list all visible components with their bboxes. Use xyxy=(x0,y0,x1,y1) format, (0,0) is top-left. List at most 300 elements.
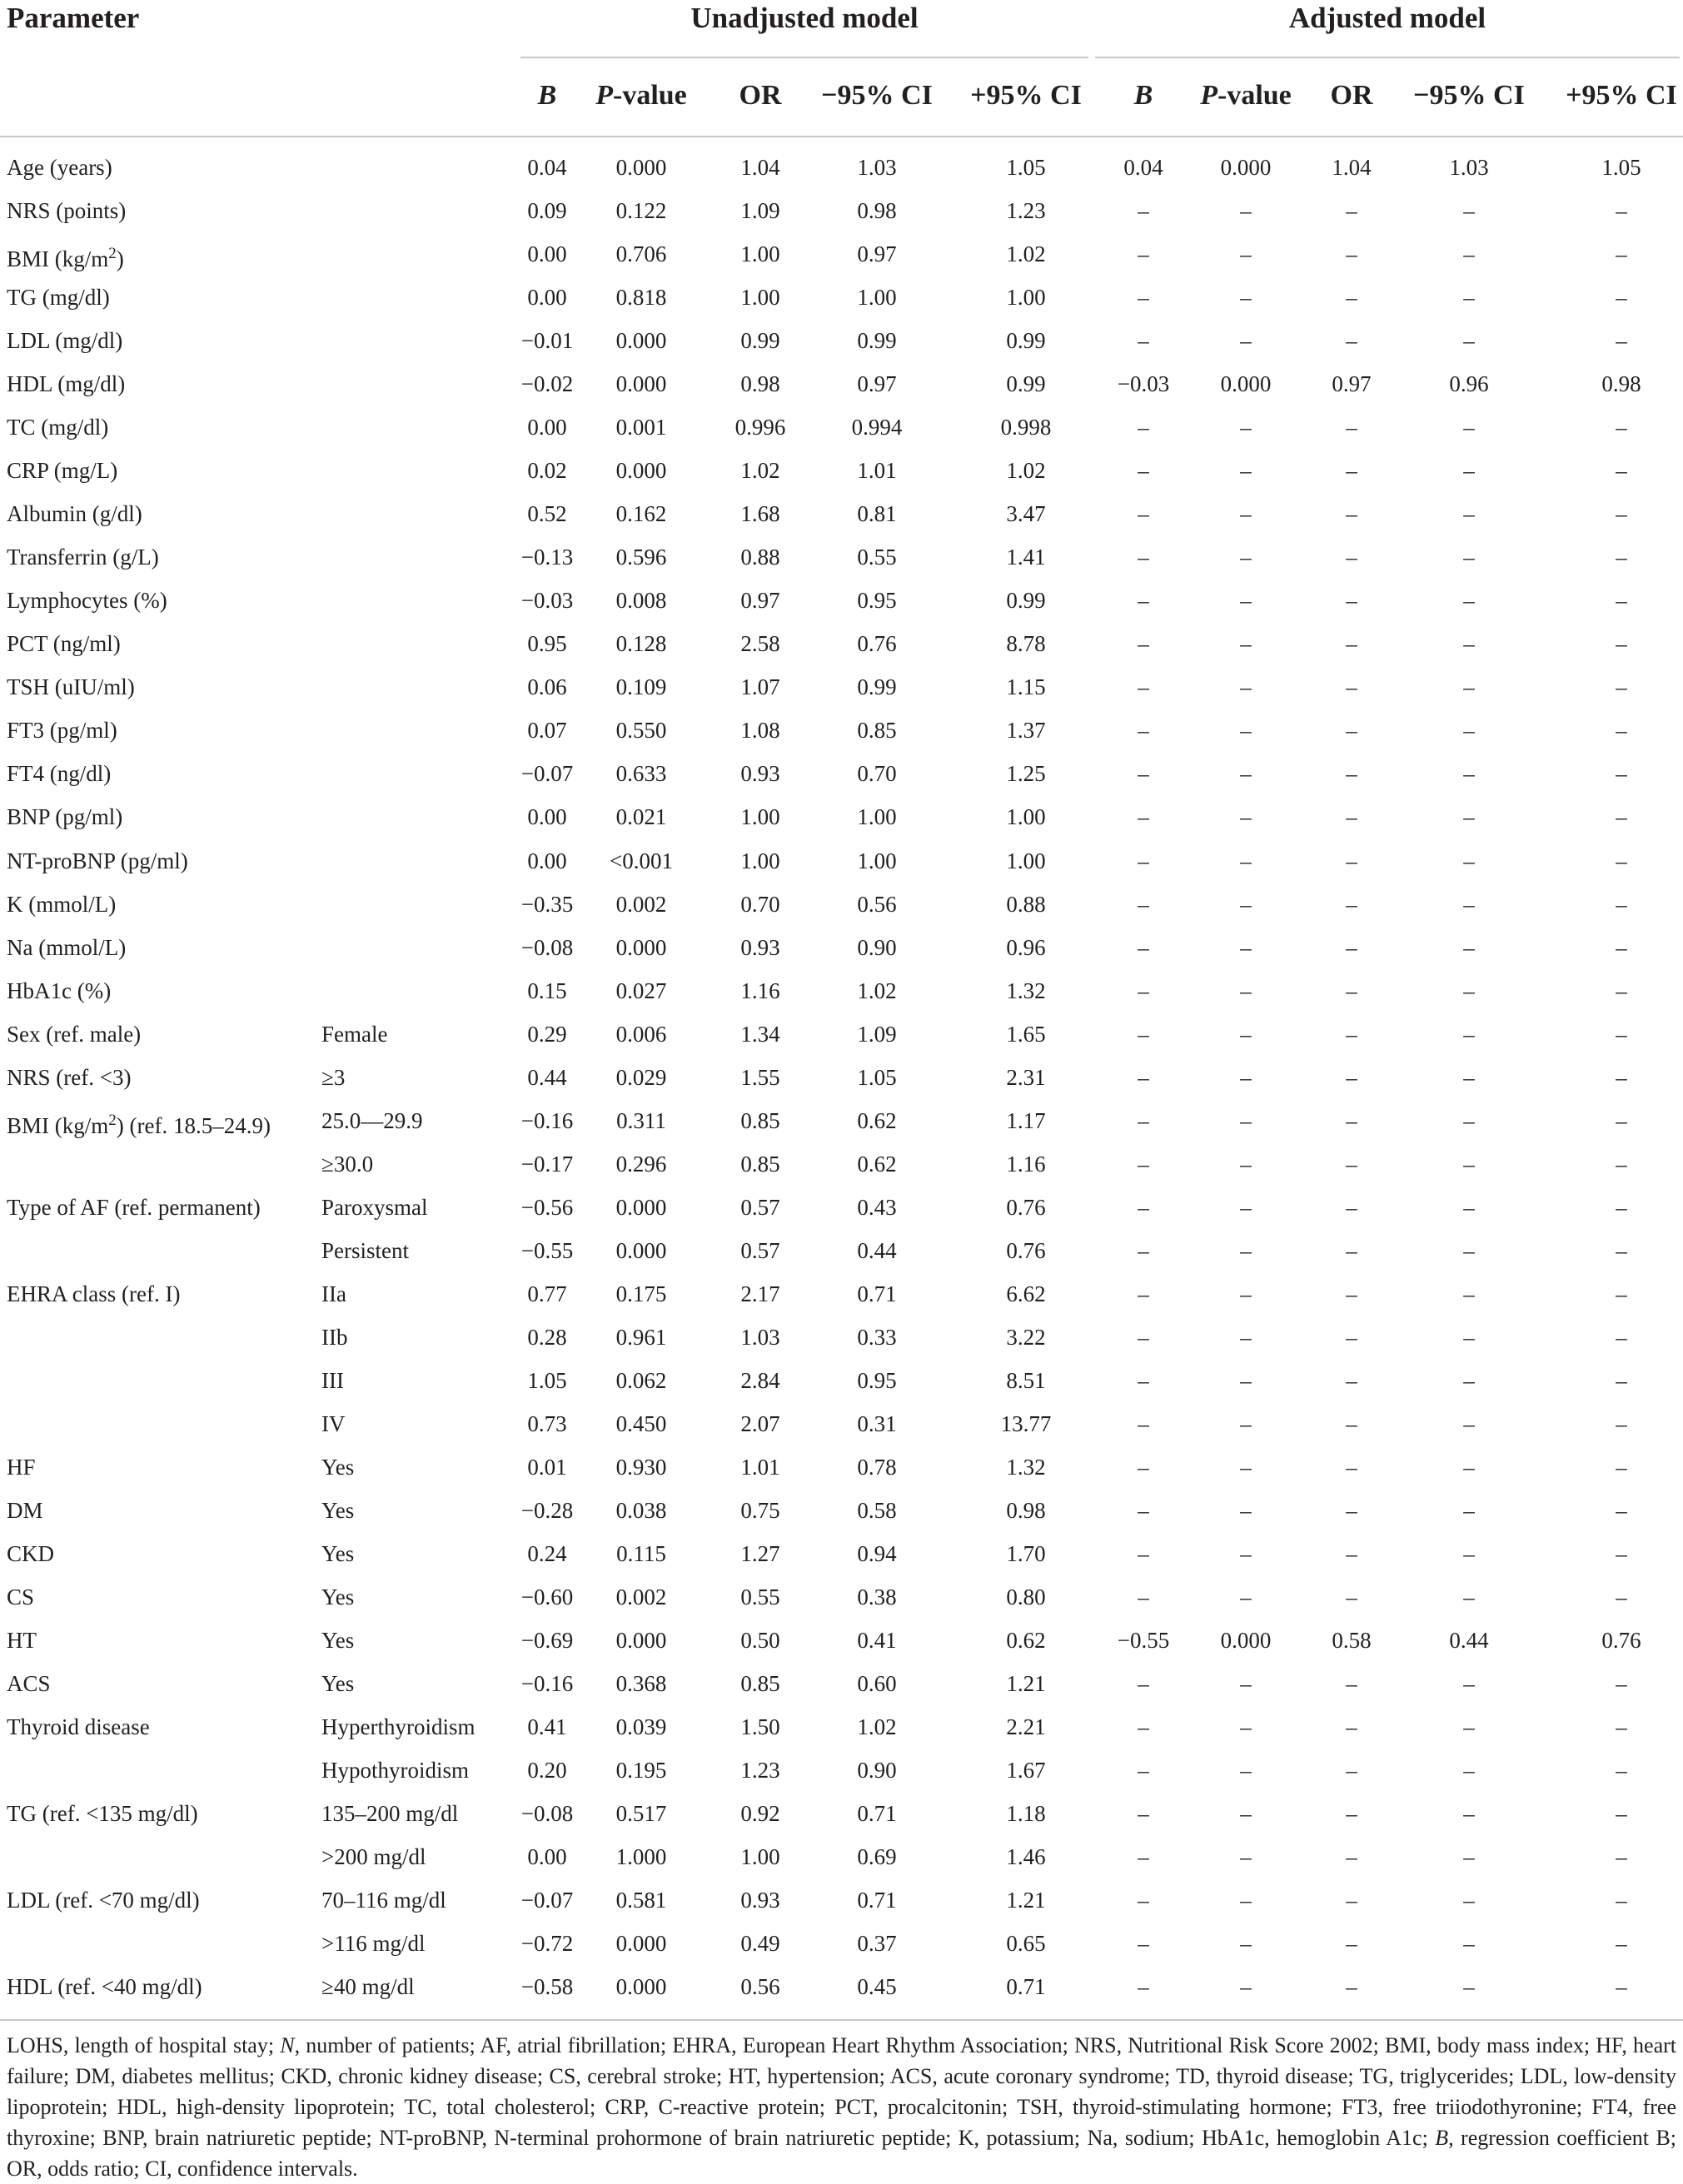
cell-b-adjusted: – xyxy=(1138,1367,1149,1393)
cell-p-unadjusted: 0.581 xyxy=(615,1888,667,1913)
cell-b-adjusted: – xyxy=(1138,415,1149,440)
cell-b-adjusted: – xyxy=(1138,1497,1149,1523)
cell-p-unadjusted: 0.027 xyxy=(615,978,667,1003)
cell-lower-ci-adjusted: – xyxy=(1463,545,1475,570)
cell-lower-ci-adjusted: – xyxy=(1463,1410,1475,1436)
cell-b-unadjusted: 0.44 xyxy=(527,1064,567,1090)
cell-upper-ci-unadjusted: 0.98 xyxy=(1006,1497,1046,1523)
cell-lower-ci-unadjusted: 0.71 xyxy=(857,1281,897,1306)
cell-p-unadjusted: 0.596 xyxy=(615,545,667,570)
cell-category: Paroxysmal xyxy=(321,1194,428,1220)
cell-upper-ci-unadjusted: 0.998 xyxy=(1000,415,1052,440)
cell-p-unadjusted: <0.001 xyxy=(610,848,673,873)
cell-lower-ci-adjusted: – xyxy=(1463,1281,1475,1306)
table-row xyxy=(0,1537,1683,1580)
cell-parameter: LDL (mg/dl) xyxy=(7,328,123,354)
cell-or-adjusted: – xyxy=(1346,328,1357,354)
cell-upper-ci-adjusted: – xyxy=(1616,1237,1627,1263)
cell-or-unadjusted: 2.58 xyxy=(740,631,780,657)
cell-or-unadjusted: 0.93 xyxy=(740,761,780,787)
cell-p-adjusted: – xyxy=(1240,978,1252,1003)
cell-p-unadjusted: 0.000 xyxy=(615,934,667,960)
cell-lower-ci-unadjusted: 0.81 xyxy=(857,501,897,527)
cell-or-unadjusted: 2.84 xyxy=(740,1367,780,1393)
cell-upper-ci-adjusted: – xyxy=(1616,1107,1627,1133)
cell-upper-ci-unadjusted: 1.65 xyxy=(1006,1021,1046,1047)
cell-lower-ci-unadjusted: 0.90 xyxy=(857,1758,897,1784)
cell-upper-ci-unadjusted: 0.96 xyxy=(1006,934,1046,960)
cell-p-adjusted: – xyxy=(1240,241,1252,267)
table-row xyxy=(0,1667,1683,1710)
table-row xyxy=(0,757,1683,800)
cell-p-adjusted: – xyxy=(1240,1844,1252,1870)
cell-upper-ci-unadjusted: 0.88 xyxy=(1006,891,1046,917)
cell-lower-ci-unadjusted: 0.90 xyxy=(857,934,897,960)
cell-b-adjusted: – xyxy=(1138,934,1149,960)
cell-upper-ci-adjusted: – xyxy=(1616,545,1627,570)
cell-parameter: Na (mmol/L) xyxy=(7,934,127,960)
cell-upper-ci-adjusted: – xyxy=(1616,1497,1627,1523)
cell-upper-ci-adjusted: – xyxy=(1616,1064,1627,1090)
table-row xyxy=(0,1710,1683,1754)
cell-b-unadjusted: −0.60 xyxy=(520,1585,574,1610)
cell-lower-ci-unadjusted: 0.69 xyxy=(857,1844,897,1870)
cell-b-unadjusted: 0.24 xyxy=(527,1541,567,1566)
cell-or-adjusted: – xyxy=(1346,1844,1357,1870)
header-rule xyxy=(0,136,1683,137)
cell-lower-ci-unadjusted: 0.33 xyxy=(857,1324,897,1350)
cell-upper-ci-unadjusted: 1.70 xyxy=(1006,1541,1046,1566)
cell-lower-ci-unadjusted: 0.45 xyxy=(857,1974,897,2000)
cell-b-adjusted: – xyxy=(1138,1974,1149,2000)
cell-or-unadjusted: 0.56 xyxy=(740,1974,780,2000)
table-row xyxy=(0,800,1683,843)
cell-lower-ci-adjusted: – xyxy=(1463,1367,1475,1393)
header-unadjusted-model: Unadjusted model xyxy=(690,2,919,34)
cell-upper-ci-unadjusted: 0.76 xyxy=(1006,1237,1046,1263)
cell-p-adjusted: – xyxy=(1240,1324,1252,1350)
cell-p-unadjusted: 0.368 xyxy=(615,1671,667,1697)
cell-lower-ci-unadjusted: 1.00 xyxy=(857,848,897,873)
cell-or-unadjusted: 1.01 xyxy=(740,1454,780,1480)
cell-parameter: Type of AF (ref. permanent) xyxy=(7,1194,261,1220)
cell-b-unadjusted: −0.55 xyxy=(520,1237,574,1263)
cell-p-unadjusted: 0.109 xyxy=(615,674,667,700)
cell-lower-ci-unadjusted: 0.94 xyxy=(857,1541,897,1566)
cell-lower-ci-adjusted: – xyxy=(1463,1107,1475,1133)
cell-p-adjusted: – xyxy=(1240,848,1252,873)
cell-upper-ci-adjusted: – xyxy=(1616,848,1627,873)
cell-or-unadjusted: 0.93 xyxy=(740,934,780,960)
cell-upper-ci-unadjusted: 1.21 xyxy=(1006,1671,1046,1697)
cell-lower-ci-unadjusted: 0.37 xyxy=(857,1931,897,1957)
cell-lower-ci-adjusted: – xyxy=(1463,501,1475,527)
cell-b-unadjusted: 0.20 xyxy=(527,1758,567,1784)
cell-b-unadjusted: −0.72 xyxy=(520,1931,574,1957)
cell-or-adjusted: – xyxy=(1346,1974,1357,2000)
cell-p-unadjusted: 0.296 xyxy=(615,1151,667,1177)
cell-or-adjusted: – xyxy=(1346,1237,1357,1263)
table-row xyxy=(0,627,1683,670)
cell-or-adjusted: – xyxy=(1346,978,1357,1003)
cell-upper-ci-adjusted: – xyxy=(1616,761,1627,787)
cell-lower-ci-unadjusted: 0.62 xyxy=(857,1151,897,1177)
cell-category: ≥30.0 xyxy=(321,1151,374,1177)
cell-lower-ci-adjusted: – xyxy=(1463,1151,1475,1177)
cell-upper-ci-unadjusted: 13.77 xyxy=(1000,1410,1052,1436)
cell-or-adjusted: – xyxy=(1346,1497,1357,1523)
cell-or-adjusted: – xyxy=(1346,458,1357,484)
cell-p-adjusted: – xyxy=(1240,1107,1252,1133)
cell-upper-ci-adjusted: – xyxy=(1616,198,1627,224)
table-row xyxy=(0,1277,1683,1321)
cell-lower-ci-unadjusted: 0.78 xyxy=(857,1454,897,1480)
cell-b-unadjusted: 0.77 xyxy=(527,1281,567,1306)
cell-lower-ci-adjusted: – xyxy=(1463,934,1475,960)
cell-or-adjusted: – xyxy=(1346,1324,1357,1350)
cell-b-adjusted: – xyxy=(1138,198,1149,224)
cell-or-unadjusted: 1.09 xyxy=(740,198,780,224)
footer-rule xyxy=(0,2019,1683,2021)
cell-upper-ci-unadjusted: 1.02 xyxy=(1006,241,1046,267)
cell-category: 135–200 mg/dl xyxy=(321,1801,459,1827)
cell-parameter: Thyroid disease xyxy=(7,1714,150,1740)
cell-upper-ci-unadjusted: 0.99 xyxy=(1006,328,1046,354)
cell-p-unadjusted: 0.000 xyxy=(615,458,667,484)
cell-lower-ci-unadjusted: 0.43 xyxy=(857,1194,897,1220)
cell-b-unadjusted: 0.15 xyxy=(527,978,567,1003)
table-row xyxy=(0,281,1683,324)
table-row xyxy=(0,454,1683,497)
col-header-p-adjusted: P-value xyxy=(1200,80,1292,111)
table-row xyxy=(0,1061,1683,1104)
cell-or-unadjusted: 1.08 xyxy=(740,718,780,744)
cell-b-adjusted: – xyxy=(1138,1237,1149,1263)
col-header-or-unadjusted: OR xyxy=(739,80,782,111)
table-row xyxy=(0,670,1683,714)
cell-lower-ci-adjusted: – xyxy=(1463,241,1475,267)
cell-or-unadjusted: 1.68 xyxy=(740,501,780,527)
cell-p-unadjusted: 0.008 xyxy=(615,588,667,614)
cell-b-unadjusted: 0.28 xyxy=(527,1324,567,1350)
cell-b-adjusted: – xyxy=(1138,1844,1149,1870)
cell-b-unadjusted: −0.02 xyxy=(520,371,574,397)
cell-lower-ci-adjusted: – xyxy=(1463,761,1475,787)
cell-p-adjusted: – xyxy=(1240,1671,1252,1697)
cell-lower-ci-unadjusted: 0.95 xyxy=(857,1367,897,1393)
cell-b-adjusted: – xyxy=(1138,588,1149,614)
cell-p-adjusted: – xyxy=(1240,328,1252,354)
cell-p-adjusted: – xyxy=(1240,1585,1252,1610)
cell-parameter: PCT (ng/ml) xyxy=(7,631,121,657)
cell-lower-ci-unadjusted: 1.02 xyxy=(857,1714,897,1740)
cell-upper-ci-unadjusted: 1.41 xyxy=(1006,545,1046,570)
col-header-b-adjusted: B xyxy=(1133,80,1153,111)
table-row xyxy=(0,931,1683,974)
cell-b-adjusted: – xyxy=(1138,1281,1149,1306)
cell-p-unadjusted: 0.517 xyxy=(615,1801,667,1827)
cell-b-unadjusted: 0.07 xyxy=(527,718,567,744)
cell-upper-ci-unadjusted: 8.78 xyxy=(1006,631,1046,657)
table-row xyxy=(0,1017,1683,1061)
cell-upper-ci-adjusted: – xyxy=(1616,934,1627,960)
cell-p-adjusted: – xyxy=(1240,415,1252,440)
cell-or-unadjusted: 2.07 xyxy=(740,1410,780,1436)
cell-upper-ci-unadjusted: 0.65 xyxy=(1006,1931,1046,1957)
cell-parameter: HDL (ref. <40 mg/dl) xyxy=(7,1974,202,2000)
cell-upper-ci-adjusted: – xyxy=(1616,501,1627,527)
cell-parameter: TSH (uIU/ml) xyxy=(7,674,135,700)
table-row xyxy=(0,194,1683,237)
cell-category: Yes xyxy=(321,1671,355,1697)
cell-upper-ci-adjusted: – xyxy=(1616,1541,1627,1566)
cell-upper-ci-adjusted: – xyxy=(1616,1367,1627,1393)
table-row xyxy=(0,151,1683,194)
cell-parameter: K (mmol/L) xyxy=(7,891,117,917)
cell-lower-ci-adjusted: – xyxy=(1463,718,1475,744)
cell-b-unadjusted: 0.00 xyxy=(527,415,567,440)
cell-parameter: LDL (ref. <70 mg/dl) xyxy=(7,1888,200,1913)
cell-p-adjusted: – xyxy=(1240,285,1252,311)
cell-parameter: HF xyxy=(7,1454,36,1480)
col-header-b-unadjusted: B xyxy=(537,80,557,111)
cell-parameter: Sex (ref. male) xyxy=(7,1021,142,1047)
cell-lower-ci-unadjusted: 0.76 xyxy=(857,631,897,657)
table-body xyxy=(0,151,1683,2013)
cell-upper-ci-adjusted: – xyxy=(1616,891,1627,917)
cell-p-adjusted: – xyxy=(1240,1974,1252,2000)
cell-upper-ci-unadjusted: 0.71 xyxy=(1006,1974,1046,2000)
cell-lower-ci-unadjusted: 0.97 xyxy=(857,371,897,397)
cell-category: Yes xyxy=(321,1585,355,1610)
table-row xyxy=(0,1754,1683,1797)
cell-upper-ci-adjusted: – xyxy=(1616,804,1627,830)
cell-b-unadjusted: −0.13 xyxy=(520,545,574,570)
cell-b-unadjusted: 0.00 xyxy=(527,285,567,311)
cell-parameter: CS xyxy=(7,1585,35,1610)
cell-upper-ci-unadjusted: 1.05 xyxy=(1006,155,1046,180)
table-row xyxy=(0,1191,1683,1234)
cell-lower-ci-adjusted: 1.03 xyxy=(1449,155,1489,180)
cell-upper-ci-unadjusted: 2.21 xyxy=(1006,1714,1046,1740)
cell-b-adjusted: – xyxy=(1138,1585,1149,1610)
cell-lower-ci-unadjusted: 0.85 xyxy=(857,718,897,744)
cell-parameter: FT4 (ng/dl) xyxy=(7,761,112,787)
cell-or-adjusted: – xyxy=(1346,1151,1357,1177)
cell-or-adjusted: – xyxy=(1346,198,1357,224)
cell-b-adjusted: – xyxy=(1138,631,1149,657)
cell-parameter: CKD xyxy=(7,1541,55,1566)
cell-p-adjusted: – xyxy=(1240,1151,1252,1177)
cell-lower-ci-adjusted: – xyxy=(1463,1671,1475,1697)
cell-lower-ci-adjusted: – xyxy=(1463,328,1475,354)
cell-upper-ci-adjusted: – xyxy=(1616,674,1627,700)
cell-or-adjusted: 0.97 xyxy=(1332,371,1372,397)
cell-upper-ci-unadjusted: 1.37 xyxy=(1006,718,1046,744)
cell-p-unadjusted: 0.006 xyxy=(615,1021,667,1047)
header-parameter: Parameter xyxy=(7,2,140,34)
cell-lower-ci-adjusted: – xyxy=(1463,848,1475,873)
cell-lower-ci-unadjusted: 0.58 xyxy=(857,1497,897,1523)
cell-lower-ci-adjusted: – xyxy=(1463,1888,1475,1913)
cell-lower-ci-adjusted: – xyxy=(1463,1974,1475,2000)
cell-upper-ci-unadjusted: 0.80 xyxy=(1006,1585,1046,1610)
cell-upper-ci-unadjusted: 0.99 xyxy=(1006,371,1046,397)
cell-upper-ci-unadjusted: 1.18 xyxy=(1006,1801,1046,1827)
cell-upper-ci-adjusted: – xyxy=(1616,1758,1627,1784)
cell-or-unadjusted: 1.03 xyxy=(740,1324,780,1350)
cell-or-adjusted: – xyxy=(1346,848,1357,873)
cell-or-unadjusted: 1.55 xyxy=(740,1064,780,1090)
table-row xyxy=(0,237,1683,281)
cell-b-unadjusted: −0.35 xyxy=(520,891,574,917)
cell-p-unadjusted: 0.195 xyxy=(615,1758,667,1784)
cell-or-adjusted: – xyxy=(1346,1931,1357,1957)
cell-lower-ci-adjusted: – xyxy=(1463,1585,1475,1610)
cell-parameter: TG (mg/dl) xyxy=(7,285,110,311)
cell-upper-ci-adjusted: – xyxy=(1616,1888,1627,1913)
table-row xyxy=(0,1407,1683,1450)
cell-upper-ci-unadjusted: 6.62 xyxy=(1006,1281,1046,1306)
cell-category: Hypothyroidism xyxy=(321,1758,470,1784)
cell-p-unadjusted: 0.122 xyxy=(615,198,667,224)
cell-or-unadjusted: 0.97 xyxy=(740,588,780,614)
cell-b-unadjusted: −0.03 xyxy=(520,588,574,614)
cell-or-adjusted: – xyxy=(1346,1671,1357,1697)
table-row xyxy=(0,1883,1683,1927)
cell-lower-ci-adjusted: – xyxy=(1463,1801,1475,1827)
cell-p-unadjusted: 0.000 xyxy=(615,328,667,354)
cell-b-unadjusted: −0.58 xyxy=(520,1974,574,2000)
cell-lower-ci-unadjusted: 0.62 xyxy=(857,1107,897,1133)
cell-lower-ci-unadjusted: 0.44 xyxy=(857,1237,897,1263)
cell-p-adjusted: – xyxy=(1240,631,1252,657)
cell-parameter: TG (ref. <135 mg/dl) xyxy=(7,1801,198,1827)
cell-upper-ci-unadjusted: 0.76 xyxy=(1006,1194,1046,1220)
cell-upper-ci-unadjusted: 1.02 xyxy=(1006,458,1046,484)
cell-p-unadjusted: 0.162 xyxy=(615,501,667,527)
table-footnote: LOHS, length of hospital stay; N, number of patients; AF, atrial fibrillation; EHRA, European Heart Rhythm Association; NRS, Nutritional Risk Score 2002; BMI, body mass index; HF, heart failure; DM, diabetes mellitus; CKD, chronic kidney disease; CS, cerebral stroke; HT, hypertension; ACS, acute coronary syndrome; TD, thyroid disease; TG, triglycerides; LDL, low-density lipoprotein; HDL, high-density lipoprotein; TC, total cholesterol; CRP, C-reactive protein; PCT, procalcitonin; TSH, thyroid-stimulating hormone; FT3, free triiodothyronine; FT4, free thyroxine; BNP, brain natriuretic peptide; NT-proBNP, N-terminal prohormone of brain natriuretic peptide; K, potassium; Na, sodium; HbA1c, hemoglobin A1c; B, regression coefficient B; OR, odds ratio; CI, confidence intervals. xyxy=(7,2033,1677,2181)
cell-parameter: NRS (ref. <3) xyxy=(7,1064,132,1090)
cell-p-unadjusted: 0.175 xyxy=(615,1281,667,1306)
cell-upper-ci-adjusted: – xyxy=(1616,1151,1627,1177)
cell-p-adjusted: – xyxy=(1240,1931,1252,1957)
cell-p-unadjusted: 0.633 xyxy=(615,761,667,787)
cell-or-unadjusted: 0.49 xyxy=(740,1931,780,1957)
cell-or-adjusted: – xyxy=(1346,1107,1357,1133)
cell-b-adjusted: – xyxy=(1138,501,1149,527)
cell-or-adjusted: – xyxy=(1346,1281,1357,1306)
cell-p-unadjusted: 0.115 xyxy=(616,1541,666,1566)
cell-upper-ci-unadjusted: 8.51 xyxy=(1006,1367,1046,1393)
cell-or-adjusted: – xyxy=(1346,631,1357,657)
cell-category: IIa xyxy=(321,1281,346,1306)
cell-parameter: HbA1c (%) xyxy=(7,978,112,1003)
cell-b-unadjusted: 0.73 xyxy=(527,1410,567,1436)
cell-category: Yes xyxy=(321,1497,355,1523)
cell-p-adjusted: – xyxy=(1240,198,1252,224)
cell-upper-ci-adjusted: – xyxy=(1616,1454,1627,1480)
cell-parameter: Lymphocytes (%) xyxy=(7,588,167,614)
cell-p-adjusted: – xyxy=(1240,1194,1252,1220)
table-row xyxy=(0,1624,1683,1667)
cell-lower-ci-unadjusted: 1.09 xyxy=(857,1021,897,1047)
cell-category: III xyxy=(321,1367,344,1393)
table-row xyxy=(0,497,1683,540)
table-row xyxy=(0,1494,1683,1537)
cell-b-adjusted: – xyxy=(1138,1324,1149,1350)
table-row xyxy=(0,1927,1683,1970)
cell-lower-ci-unadjusted: 1.00 xyxy=(857,285,897,311)
cell-lower-ci-adjusted: – xyxy=(1463,285,1475,311)
cell-p-adjusted: – xyxy=(1240,1064,1252,1090)
cell-b-adjusted: – xyxy=(1138,804,1149,830)
cell-b-unadjusted: 0.52 xyxy=(527,501,567,527)
cell-or-adjusted: – xyxy=(1346,1585,1357,1610)
cell-lower-ci-unadjusted: 0.60 xyxy=(857,1671,897,1697)
cell-lower-ci-adjusted: – xyxy=(1463,415,1475,440)
cell-lower-ci-unadjusted: 0.71 xyxy=(857,1888,897,1913)
cell-b-unadjusted: 1.05 xyxy=(527,1367,567,1393)
cell-or-unadjusted: 0.85 xyxy=(740,1107,780,1133)
cell-b-adjusted: – xyxy=(1138,285,1149,311)
table-row xyxy=(0,1104,1683,1147)
cell-or-unadjusted: 1.27 xyxy=(740,1541,780,1566)
cell-upper-ci-adjusted: – xyxy=(1616,1974,1627,2000)
cell-lower-ci-unadjusted: 0.41 xyxy=(857,1628,897,1654)
cell-lower-ci-adjusted: 0.96 xyxy=(1449,371,1489,397)
cell-or-adjusted: – xyxy=(1346,1888,1357,1913)
cell-p-adjusted: – xyxy=(1240,674,1252,700)
table-row xyxy=(0,1970,1683,2013)
cell-lower-ci-adjusted: – xyxy=(1463,1541,1475,1566)
cell-or-adjusted: – xyxy=(1346,1758,1357,1784)
rule-adjusted xyxy=(1095,57,1680,58)
cell-p-unadjusted: 0.038 xyxy=(615,1497,667,1523)
cell-or-unadjusted: 0.99 xyxy=(740,328,780,354)
cell-p-adjusted: – xyxy=(1240,1801,1252,1827)
cell-category: Hyperthyroidism xyxy=(321,1714,476,1740)
cell-b-adjusted: – xyxy=(1138,1931,1149,1957)
cell-b-unadjusted: −0.08 xyxy=(520,1801,574,1827)
cell-p-unadjusted: 0.062 xyxy=(615,1367,667,1393)
table-row xyxy=(0,1234,1683,1277)
cell-category: IIb xyxy=(321,1324,348,1350)
cell-or-unadjusted: 1.07 xyxy=(740,674,780,700)
cell-lower-ci-unadjusted: 0.99 xyxy=(857,674,897,700)
cell-or-unadjusted: 0.75 xyxy=(740,1497,780,1523)
cell-p-adjusted: 0.000 xyxy=(1220,155,1272,180)
cell-p-unadjusted: 0.002 xyxy=(615,1585,667,1610)
cell-p-unadjusted: 0.550 xyxy=(615,718,667,744)
cell-upper-ci-adjusted: – xyxy=(1616,631,1627,657)
cell-b-adjusted: – xyxy=(1138,1454,1149,1480)
cell-lower-ci-unadjusted: 1.00 xyxy=(857,804,897,830)
cell-upper-ci-unadjusted: 1.46 xyxy=(1006,1844,1046,1870)
cell-or-unadjusted: 1.00 xyxy=(740,804,780,830)
cell-b-adjusted: −0.55 xyxy=(1117,1628,1170,1654)
cell-upper-ci-unadjusted: 1.32 xyxy=(1006,978,1046,1003)
cell-parameter: NRS (points) xyxy=(7,198,127,224)
cell-b-unadjusted: −0.56 xyxy=(520,1194,574,1220)
cell-or-unadjusted: 0.88 xyxy=(740,545,780,570)
table-row xyxy=(0,324,1683,367)
table-row xyxy=(0,410,1683,454)
cell-b-unadjusted: 0.29 xyxy=(527,1021,567,1047)
cell-or-adjusted: – xyxy=(1346,1021,1357,1047)
cell-category: Female xyxy=(321,1021,388,1047)
cell-upper-ci-unadjusted: 0.99 xyxy=(1006,588,1046,614)
